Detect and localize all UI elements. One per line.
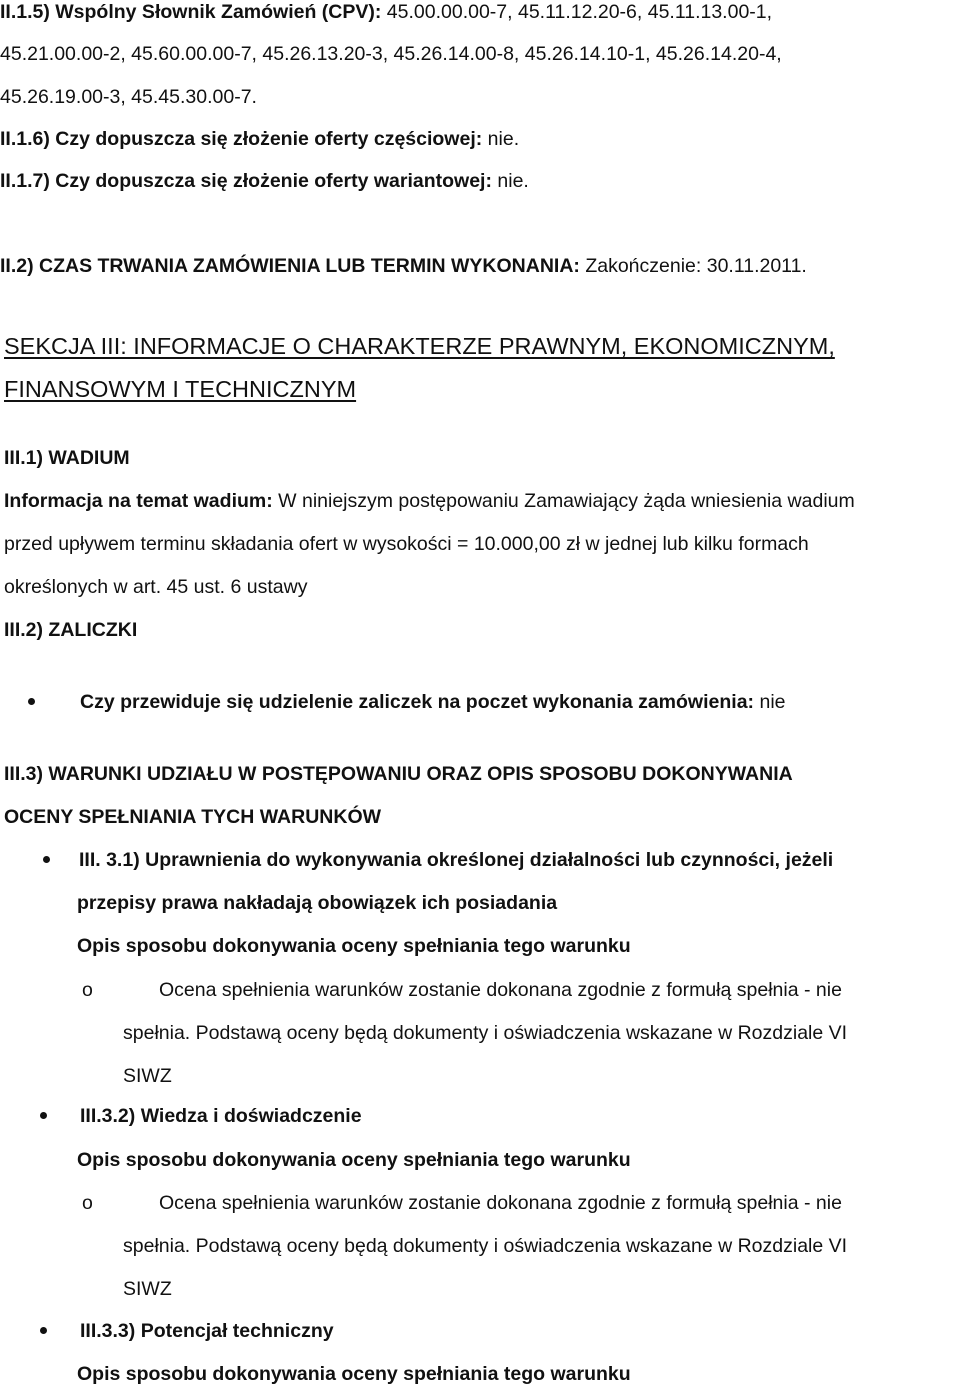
partial-offer-value: nie. — [487, 128, 520, 150]
circle-bullet-icon: o — [82, 979, 93, 1001]
bullet-icon — [40, 1112, 47, 1119]
wadium-line-2: przed upływem terminu składania ofert w wysokości = 10.000,00 zł w jednej lub kilku formach — [4, 533, 809, 555]
item1-title-2: przepisy prawa nakładają obowiązek ich posiadania — [77, 892, 558, 914]
item1-text-2: spełnia. Podstawą oceny będą dokumenty i oświadczenia wskazane w Rozdziale VI — [123, 1022, 848, 1044]
circle-bullet-icon: o — [82, 1192, 93, 1214]
item2-text-2: spełnia. Podstawą oceny będą dokumenty i oświadczenia wskazane w Rozdziale VI — [123, 1235, 848, 1257]
variant-offer-label: II.1.7) Czy dopuszcza się złożenie oferty wariantowej: — [0, 170, 492, 192]
wadium-line-3: określonych w art. 45 ust. 6 ustawy — [4, 576, 308, 598]
item1-title-1: III. 3.1) Uprawnienia do wykonywania określonej działalności lub czynności, jeżeli — [79, 849, 834, 871]
zaliczki-heading: III.2) ZALICZKI — [4, 619, 138, 641]
wadium-line-1 — [4, 489, 855, 513]
partial-offer-line — [0, 127, 519, 151]
item2-title: III.3.2) Wiedza i doświadczenie — [80, 1105, 362, 1127]
item3-title: III.3.3) Potencjał techniczny — [80, 1320, 334, 1342]
partial-offer-label: II.1.6) Czy dopuszcza się złożenie oferty częściowej: — [0, 128, 483, 150]
cpv-codes-1: 45.00.00.00-7, 45.11.12.20-6, 45.11.13.00-1, — [386, 1, 773, 23]
wadium-label: Informacja na temat wadium: — [4, 490, 273, 512]
cpv-line-3: 45.26.19.00-3, 45.45.30.00-7. — [0, 86, 257, 108]
cpv-label: II.1.5) Wspólny Słownik Zamówień (CPV): — [0, 1, 382, 23]
bullet-icon — [43, 856, 50, 863]
bullet-icon — [28, 698, 35, 705]
cpv-line-1 — [0, 0, 772, 24]
duration-line — [0, 254, 807, 278]
zaliczki-question-line — [80, 690, 786, 714]
section-3-title-2: FINANSOWYM I TECHNICZNYM — [4, 376, 357, 402]
item3-opis: Opis sposobu dokonywania oceny spełniania tego warunku — [77, 1363, 631, 1385]
wadium-text-1: W niniejszym postępowaniu Zamawiający żąda wniesienia wadium — [278, 490, 855, 512]
variant-offer-line — [0, 169, 529, 193]
duration-label: II.2) CZAS TRWANIA ZAMÓWIENIA LUB TERMIN WYKONANIA: — [0, 255, 580, 277]
zaliczki-answer: nie — [759, 691, 786, 713]
item2-opis: Opis sposobu dokonywania oceny spełniania tego warunku — [77, 1149, 631, 1171]
item1-text-3: SIWZ — [123, 1065, 172, 1087]
wadium-heading: III.1) WADIUM — [4, 447, 130, 469]
item2-text-1: Ocena spełnienia warunków zostanie dokonana zgodnie z formułą spełnia - nie — [159, 1192, 842, 1214]
item1-opis: Opis sposobu dokonywania oceny spełniania tego warunku — [77, 935, 631, 957]
variant-offer-value: nie. — [497, 170, 529, 192]
cpv-line-2: 45.21.00.00-2, 45.60.00.00-7, 45.26.13.20-3, 45.26.14.00-8, 45.26.14.10-1, 45.26.14.20-4, — [0, 43, 782, 65]
item1-text-1: Ocena spełnienia warunków zostanie dokonana zgodnie z formułą spełnia - nie — [159, 979, 842, 1001]
bullet-icon — [40, 1327, 47, 1334]
zaliczki-question: Czy przewiduje się udzielenie zaliczek na poczet wykonania zamówienia: — [80, 691, 755, 713]
warunki-heading-2: OCENY SPEŁNIANIA TYCH WARUNKÓW — [4, 806, 382, 828]
item2-text-3: SIWZ — [123, 1278, 172, 1300]
duration-value: Zakończenie: 30.11.2011. — [585, 255, 807, 277]
warunki-heading-1: III.3) WARUNKI UDZIAŁU W POSTĘPOWANIU ORAZ OPIS SPOSOBU DOKONYWANIA — [4, 763, 793, 785]
section-3-title-1: SEKCJA III: INFORMACJE O CHARAKTERZE PRAWNYM, EKONOMICZNYM, — [4, 333, 835, 359]
